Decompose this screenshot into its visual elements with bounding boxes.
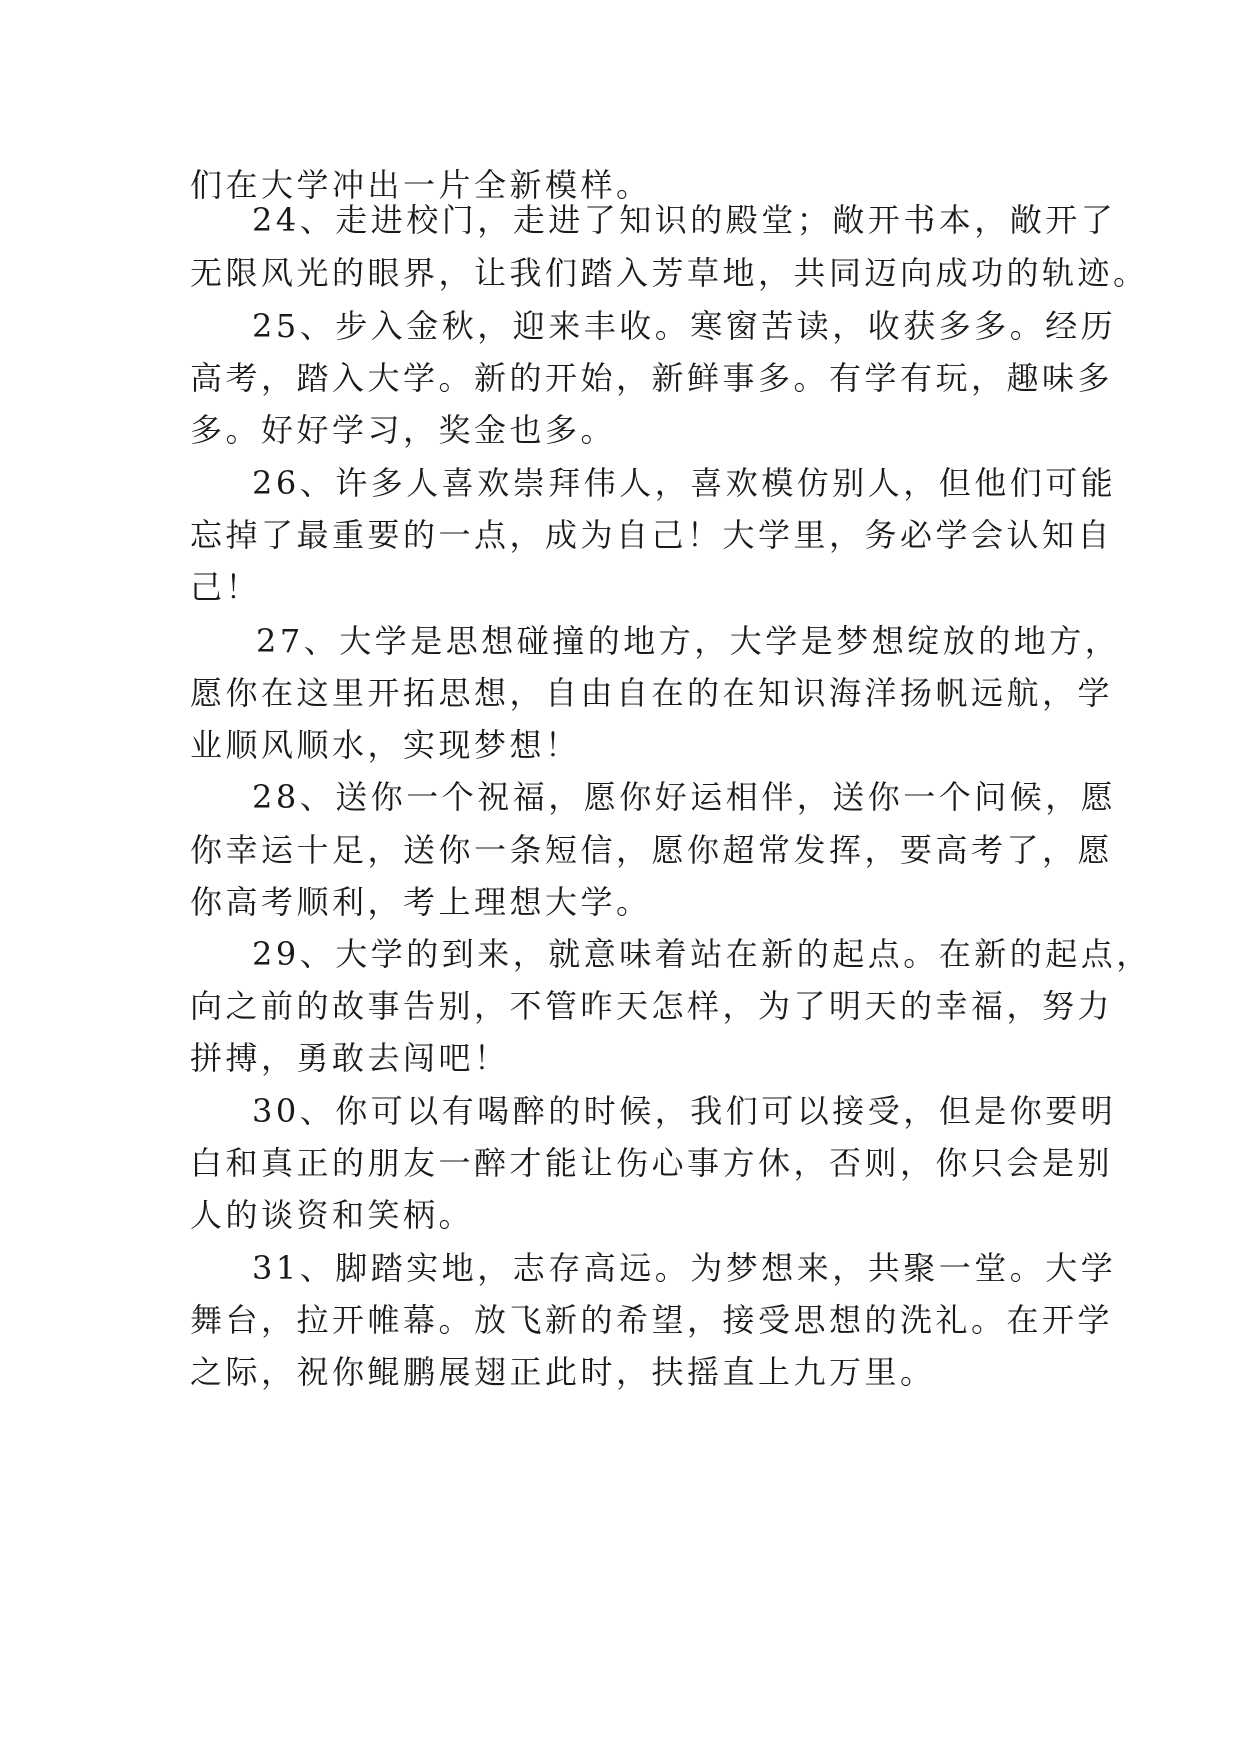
paragraph-30-line-3: 人的谈资和笑柄。	[190, 1196, 475, 1234]
paragraph-26-line-1: 26、许多人喜欢崇拜伟人，喜欢模仿别人，但他们可能	[252, 464, 1117, 502]
paragraph-28-line-2: 你幸运十足，送你一条短信，愿你超常发挥，要高考了，愿	[190, 831, 1114, 869]
paragraph-24-line-1: 24、走进校门，走进了知识的殿堂；敞开书本，敞开了	[252, 201, 1117, 239]
paragraph-31-line-2: 舞台，拉开帷幕。放飞新的希望，接受思想的洗礼。在开学	[190, 1301, 1114, 1339]
paragraph-25-line-1: 25、步入金秋，迎来丰收。寒窗苦读，收获多多。经历	[252, 307, 1117, 345]
paragraph-25-line-3: 多。好好学习，奖金也多。	[190, 411, 617, 449]
paragraph-29-line-1: 29、大学的到来，就意味着站在新的起点。在新的起点，	[252, 935, 1152, 973]
paragraph-31-line-1: 31、脚踏实地，志存高远。为梦想来，共聚一堂。大学	[252, 1249, 1117, 1287]
paragraph-26-line-2: 忘掉了最重要的一点，成为自己！大学里，务必学会认知自	[190, 516, 1114, 554]
paragraph-29-line-2: 向之前的故事告别，不管昨天怎样，为了明天的幸福，努力	[190, 987, 1114, 1025]
paragraph-27-line-1: 27、大学是思想碰撞的地方，大学是梦想绽放的地方，	[256, 622, 1121, 660]
paragraph-31-line-3: 之际，祝你鲲鹏展翅正此时，扶摇直上九万里。	[190, 1353, 936, 1391]
paragraph-28-line-1: 28、送你一个祝福，愿你好运相伴，送你一个问候，愿	[252, 778, 1117, 816]
paragraph-27-line-3: 业顺风顺水，实现梦想！	[190, 726, 581, 764]
paragraph-30-line-1: 30、你可以有喝醉的时候，我们可以接受，但是你要明	[252, 1092, 1117, 1130]
paragraph-26-line-3: 己！	[190, 568, 262, 606]
paragraph-27-line-2: 愿你在这里开拓思想，自由自在的在知识海洋扬帆远航，学	[190, 674, 1114, 712]
paragraph-25-line-2: 高考，踏入大学。新的开始，新鲜事多。有学有玩，趣味多	[190, 359, 1114, 397]
paragraph-24-line-2: 无限风光的眼界，让我们踏入芳草地，共同迈向成功的轨迹。	[190, 254, 1149, 292]
paragraph-28-line-3: 你高考顺利，考上理想大学。	[190, 883, 652, 921]
paragraph-23-line-1: 们在大学冲出一片全新模样。	[190, 166, 652, 204]
paragraph-30-line-2: 白和真正的朋友一醉才能让伤心事方休，否则，你只会是别	[190, 1144, 1114, 1182]
paragraph-29-line-3: 拼搏，勇敢去闯吧！	[190, 1039, 510, 1077]
